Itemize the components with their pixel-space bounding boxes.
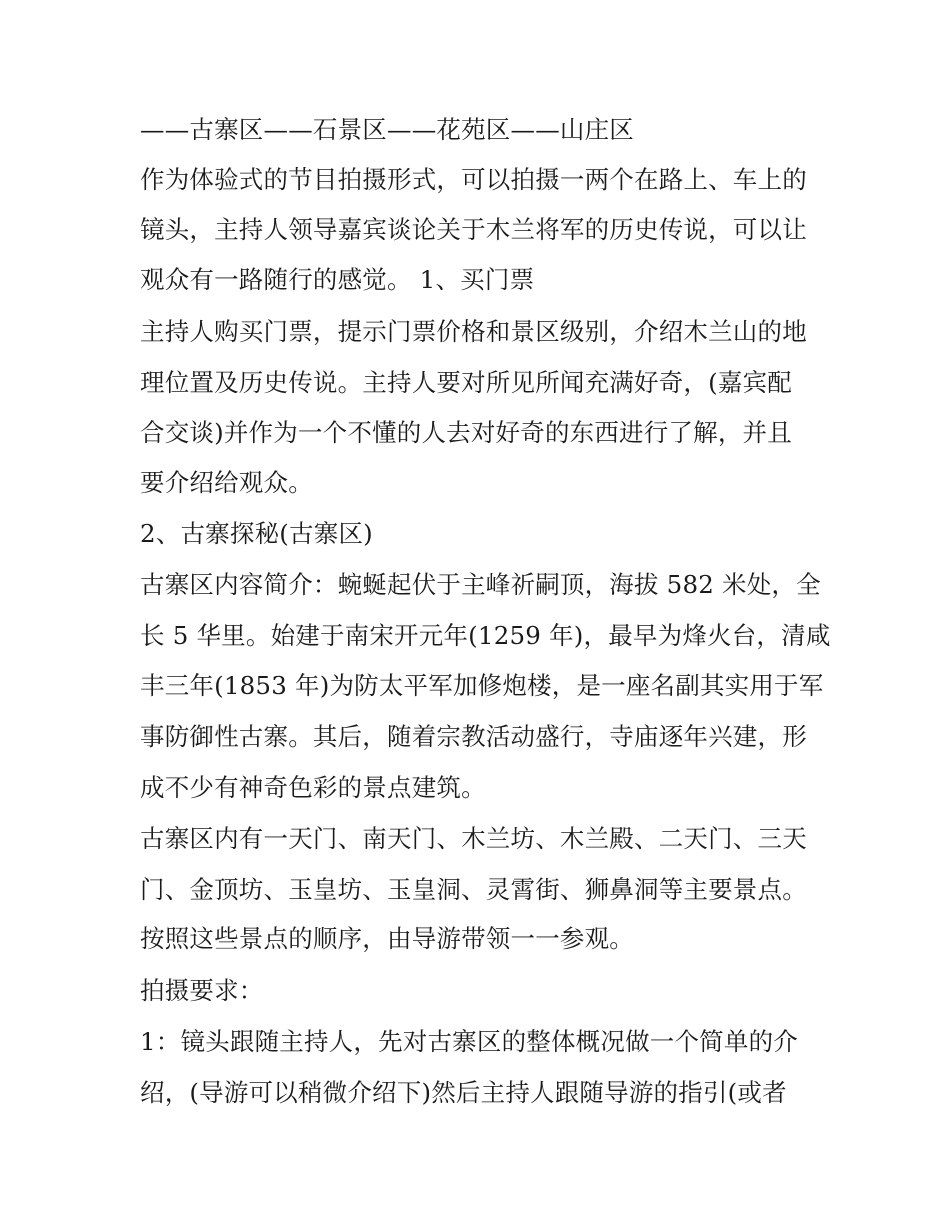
section-heading: 拍摄要求： (140, 976, 264, 1005)
text-line: 作为体验式的节目拍摄形式，可以拍摄一两个在路上、车上的 (140, 165, 807, 194)
text-line: 古寨区内容简介：蜿蜒起伏于主峰祈嗣顶，海拔 582 米处，全 (140, 570, 821, 599)
text-line: 合交谈)并作为一个不懂的人去对好奇的东西进行了解，并且 (140, 418, 792, 447)
text-line: ——古寨区——石景区——花苑区——山庄区 (140, 115, 634, 144)
text-line: 丰三年(1853 年)为防太平军加修炮楼，是一座名副其实用于军 (140, 671, 824, 700)
text-line: 长 5 华里。始建于南宋开元年(1259 年)，最早为烽火台，清咸 (140, 621, 831, 650)
text-line: 理位置及历史传说。主持人要对所见所闻充满好奇，(嘉宾配 (140, 368, 792, 397)
text-line: 事防御性古寨。其后，随着宗教活动盛行，寺庙逐年兴建，形 (140, 722, 807, 751)
text-line: 绍，(导游可以稍微介绍下)然后主持人跟随导游的指引(或者 (140, 1078, 787, 1107)
text-line: 要介绍给观众。 (140, 468, 313, 497)
text-line: 按照这些景点的顺序，由导游带领一一参观。 (140, 924, 634, 953)
text-line: 主持人购买门票，提示门票价格和景区级别，介绍木兰山的地 (140, 317, 807, 346)
text-line: 成不少有神奇色彩的景点建筑。 (140, 773, 486, 802)
text-line: 1：镜头跟随主持人，先对古寨区的整体概况做一个简单的介 (140, 1027, 798, 1056)
text-line: 古寨区内有一天门、南天门、木兰坊、木兰殿、二天门、三天 (140, 824, 807, 853)
text-line: 门、金顶坊、玉皇坊、玉皇洞、灵霄街、狮鼻洞等主要景点。 (140, 875, 807, 904)
text-line: 镜头，主持人领导嘉宾谈论关于木兰将军的历史传说，可以让 (140, 215, 807, 244)
section-heading: 2、古寨探秘(古寨区) (140, 519, 373, 548)
text-line: 观众有一路随行的感觉。 1、买门票 (140, 265, 535, 294)
